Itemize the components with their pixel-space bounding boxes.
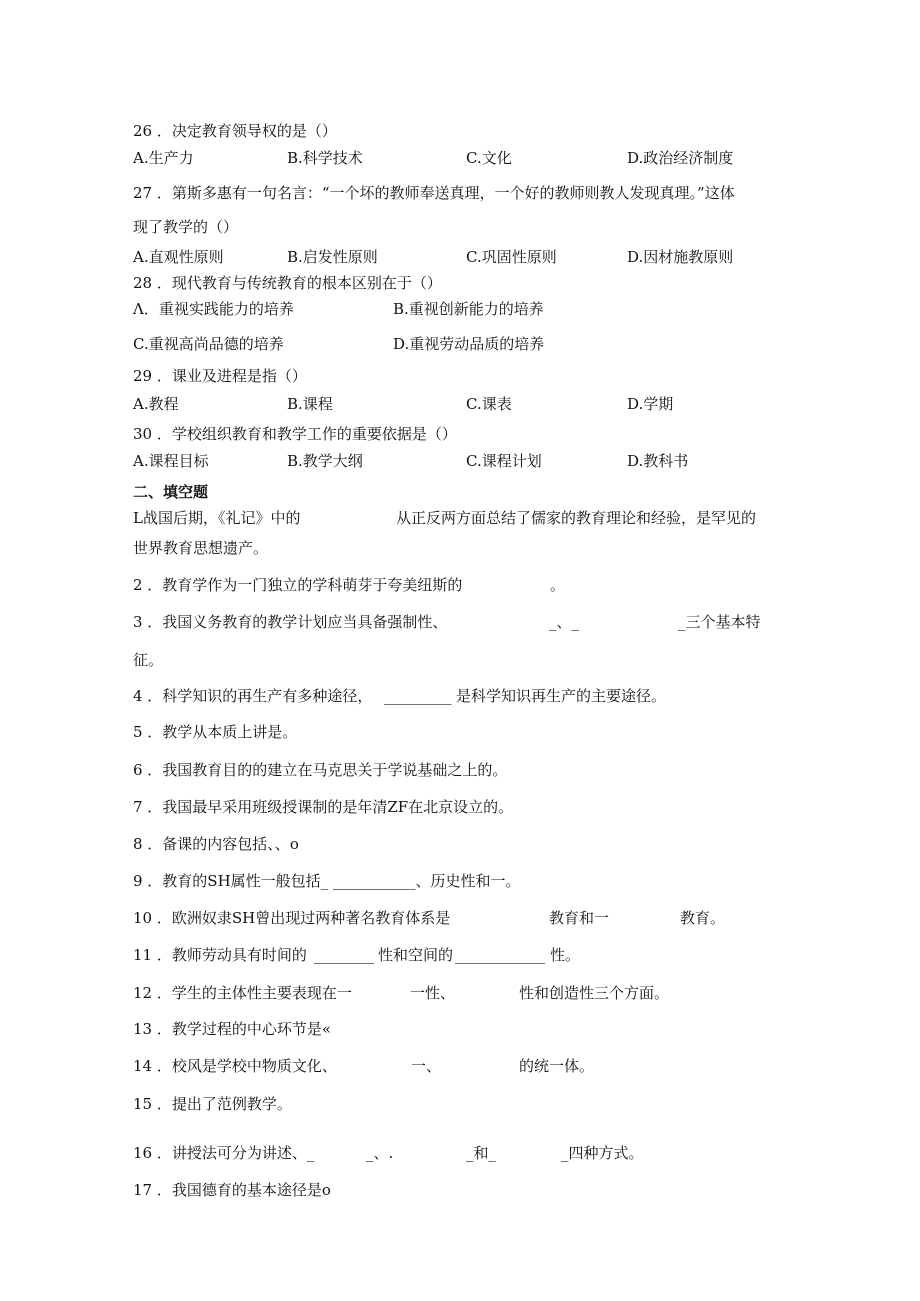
fill-10-part-c: 教育。 <box>680 909 726 927</box>
q27-option-b: B.启发性原则 <box>287 248 378 266</box>
fill-16-part-a: 16 ．讲授法可分为讲述、_ <box>133 1144 315 1162</box>
fill-3-part-d: 征。 <box>133 651 164 669</box>
q26-option-a: A.生产力 <box>133 149 194 167</box>
fill-15: 15 ．提出了范例教学。 <box>133 1095 292 1113</box>
fill-11-part-e: 性。 <box>550 946 581 964</box>
section-heading-fill-in: 二、填空题 <box>133 483 209 501</box>
q30-option-d: D.教科书 <box>627 452 689 470</box>
q30-option-a: A.课程目标 <box>133 452 209 470</box>
q26-option-c: C.文化 <box>466 149 512 167</box>
question-26-stem: 26 ．决定教育领导权的是（） <box>133 122 337 140</box>
q30-option-b: B.教学大纲 <box>287 452 363 470</box>
q27-option-d: D.因材施教原则 <box>627 248 734 266</box>
fill-16-part-b: _、. <box>366 1144 394 1162</box>
fill-4-part-c: 是科学知识再生产的主要途径。 <box>456 687 667 705</box>
fill-5: 5 ．教学从本质上讲是。 <box>133 723 298 741</box>
fill-4-blank[interactable]: _________ <box>384 687 452 705</box>
question-29-stem: 29 ．课业及进程是指（） <box>133 367 307 385</box>
q30-option-c: C.课程计划 <box>466 452 542 470</box>
question-27-stem-continued: 现了教学的（） <box>133 218 239 236</box>
fill-4-part-a: 4 ．科学知识的再生产有多种途径， <box>133 687 373 705</box>
fill-11-blank-1[interactable]: ________ <box>314 946 374 964</box>
fill-3-part-c: _三个基本特 <box>678 613 761 631</box>
fill-12-part-b: 一性、 <box>410 984 456 1002</box>
q29-option-d: D.学期 <box>627 395 674 413</box>
fill-2-part-a: 2 ．教育学作为一门独立的学科萌芽于夸美纽斯的 <box>133 576 463 594</box>
q29-option-a: A.教程 <box>133 395 179 413</box>
fill-1-part-a: L战国后期，《礼记》中的 <box>133 509 301 527</box>
q26-option-b: B.科学技术 <box>287 149 363 167</box>
q27-option-c: C.巩固性原则 <box>466 248 557 266</box>
question-27-stem: 27 ．第斯多惠有一句名言：“一个坏的教师奉送真理，一个好的教师则教人发现真理。”这体 <box>133 184 735 202</box>
q28-option-d: D.重视劳动品质的培养 <box>393 335 545 353</box>
q29-option-c: C.课表 <box>466 395 512 413</box>
fill-14-part-b: 一、 <box>411 1057 442 1075</box>
q26-option-d: D.政治经济制度 <box>627 149 734 167</box>
q28-option-c: C.重视高尚品德的培养 <box>133 335 284 353</box>
fill-11-blank-2[interactable]: ____________ <box>455 946 545 964</box>
fill-11-part-c: 性和空间的 <box>378 946 454 964</box>
fill-10-part-b: 教育和一 <box>549 909 610 927</box>
fill-11-part-a: 11 ．教师劳动具有时间的 <box>133 946 307 964</box>
fill-9: 9 ．教育的SH属性一般包括_ ___________、历史性和一。 <box>133 872 521 890</box>
fill-1-part-c: 世界教育思想遗产。 <box>133 539 269 557</box>
q27-option-a: A.直观性原则 <box>133 248 224 266</box>
fill-10-part-a: 10 ．欧洲奴隶SH曾出现过两种著名教育体系是 <box>133 909 451 927</box>
fill-16-part-d: _四种方式。 <box>561 1144 644 1162</box>
fill-8: 8 ．备课的内容包括、、o <box>133 835 299 853</box>
q29-option-b: B.课程 <box>287 395 333 413</box>
fill-2-part-b: 。 <box>550 576 566 594</box>
fill-1-part-b: 从正反两方面总结了儒家的教育理论和经验，是罕见的 <box>396 509 757 527</box>
fill-3-part-b: _、_ <box>549 613 580 631</box>
question-28-stem: 28 ．现代教育与传统教育的根本区别在于（） <box>133 274 442 292</box>
fill-14-part-c: 的统一体。 <box>519 1057 595 1075</box>
question-30-stem: 30 ．学校组织教育和教学工作的重要依据是（） <box>133 425 457 443</box>
q28-option-a: Λ．重视实践能力的培养 <box>133 300 294 318</box>
fill-16-part-c: _和_ <box>466 1144 497 1162</box>
q28-option-b: B.重视创新能力的培养 <box>393 300 544 318</box>
fill-7: 7 ．我国最早采用班级授课制的是年清ZF在北京设立的。 <box>133 798 514 816</box>
fill-12-part-c: 性和创造性三个方面。 <box>519 984 670 1002</box>
fill-13: 13 ．教学过程的中心环节是« <box>133 1020 332 1038</box>
fill-3-part-a: 3 ．我国义务教育的教学计划应当具备强制性、 <box>133 613 448 631</box>
fill-12-part-a: 12 ．学生的主体性主要表现在一 <box>133 984 352 1002</box>
fill-6: 6 ．我国教育目的的建立在马克思关于学说基础之上的。 <box>133 761 508 779</box>
fill-14-part-a: 14 ．校风是学校中物质文化、 <box>133 1057 337 1075</box>
fill-17: 17 ．我国德育的基本途径是o <box>133 1181 331 1199</box>
